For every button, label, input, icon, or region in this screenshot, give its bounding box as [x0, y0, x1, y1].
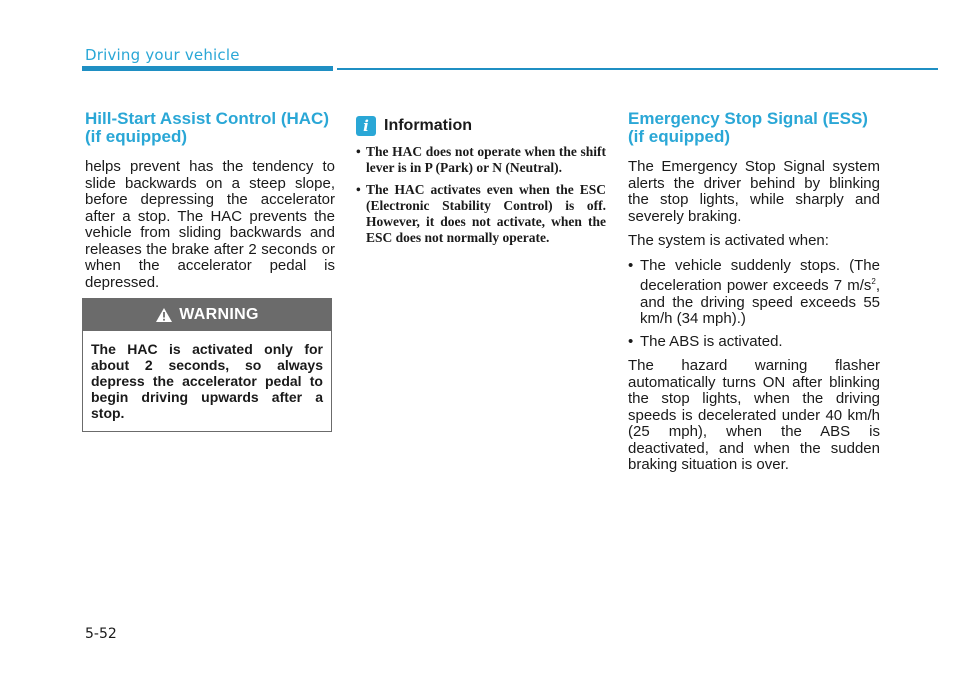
ess-condition-item: • The ABS is activated.: [628, 334, 880, 351]
warning-triangle-icon: [155, 307, 173, 323]
hac-heading-line2: (if equipped): [85, 127, 187, 146]
information-title: Information: [384, 117, 472, 134]
warning-text: The HAC is activated only for about 2 seconds, so always depress the accelerator pedal to begin driving upwards after a stop.: [91, 341, 323, 421]
warning-label: WARNING: [179, 306, 259, 323]
hac-body: helps prevent has the tendency to slide backwards on a steep slope, before depressing the accelerator after a stop. The HAC prevents the vehicle from sliding backwards and releases the brake after 2 seconds or when the accelerator pedal is depressed.: [85, 158, 335, 291]
ess-condition-item: [628, 258, 880, 328]
information-list: [356, 144, 606, 246]
ess-section: [628, 110, 880, 482]
ess-condition-text-post: , and the driving speed exceeds 55 km/h (34 mph).): [640, 277, 880, 327]
ess-condition-list: [628, 258, 880, 351]
information-header: [356, 116, 606, 136]
information-item: • The HAC activates even when the ESC (Electronic Stability Control) is off. However, it does not activate, when the ESC does not normally operate.: [356, 182, 606, 246]
ess-closing: The hazard warning flasher automatically turns ON after blinking the stop lights, when the driving speeds is decelerated under 40 km/h (25 mph), when the ABS is deactivated, and when the sudden braking situation is over.: [628, 357, 880, 473]
ess-heading-line1: Emergency Stop Signal (ESS): [628, 109, 868, 128]
ess-superscript: 2: [871, 277, 876, 286]
hac-heading-line1: Hill-Start Assist Control (HAC): [85, 109, 329, 128]
information-section: [356, 110, 606, 252]
section-header-title: Driving your vehicle: [85, 46, 240, 64]
ess-intro: The Emergency Stop Signal system alerts the driver behind by blinking the stop lights, while sharply and severely braking.: [628, 158, 880, 225]
warning-header: [83, 299, 331, 331]
information-item: • The HAC does not operate when the shift lever is in P (Park) or N (Neutral).: [356, 144, 606, 176]
ess-condition-text-pre: The vehicle suddenly stops. (The deceleration power exceeds 7 m/s: [640, 256, 880, 294]
ess-activated-when: The system is activated when:: [628, 232, 829, 249]
header-rule-thick: [82, 66, 333, 71]
hac-heading: [85, 110, 335, 146]
info-icon: i: [356, 116, 376, 136]
header-rule-thin: [337, 68, 938, 70]
page-number: 5-52: [85, 626, 117, 642]
ess-heading-line2: (if equipped): [628, 127, 730, 146]
ess-heading: [628, 110, 880, 146]
warning-box: [82, 298, 332, 432]
hac-section: [85, 110, 335, 299]
